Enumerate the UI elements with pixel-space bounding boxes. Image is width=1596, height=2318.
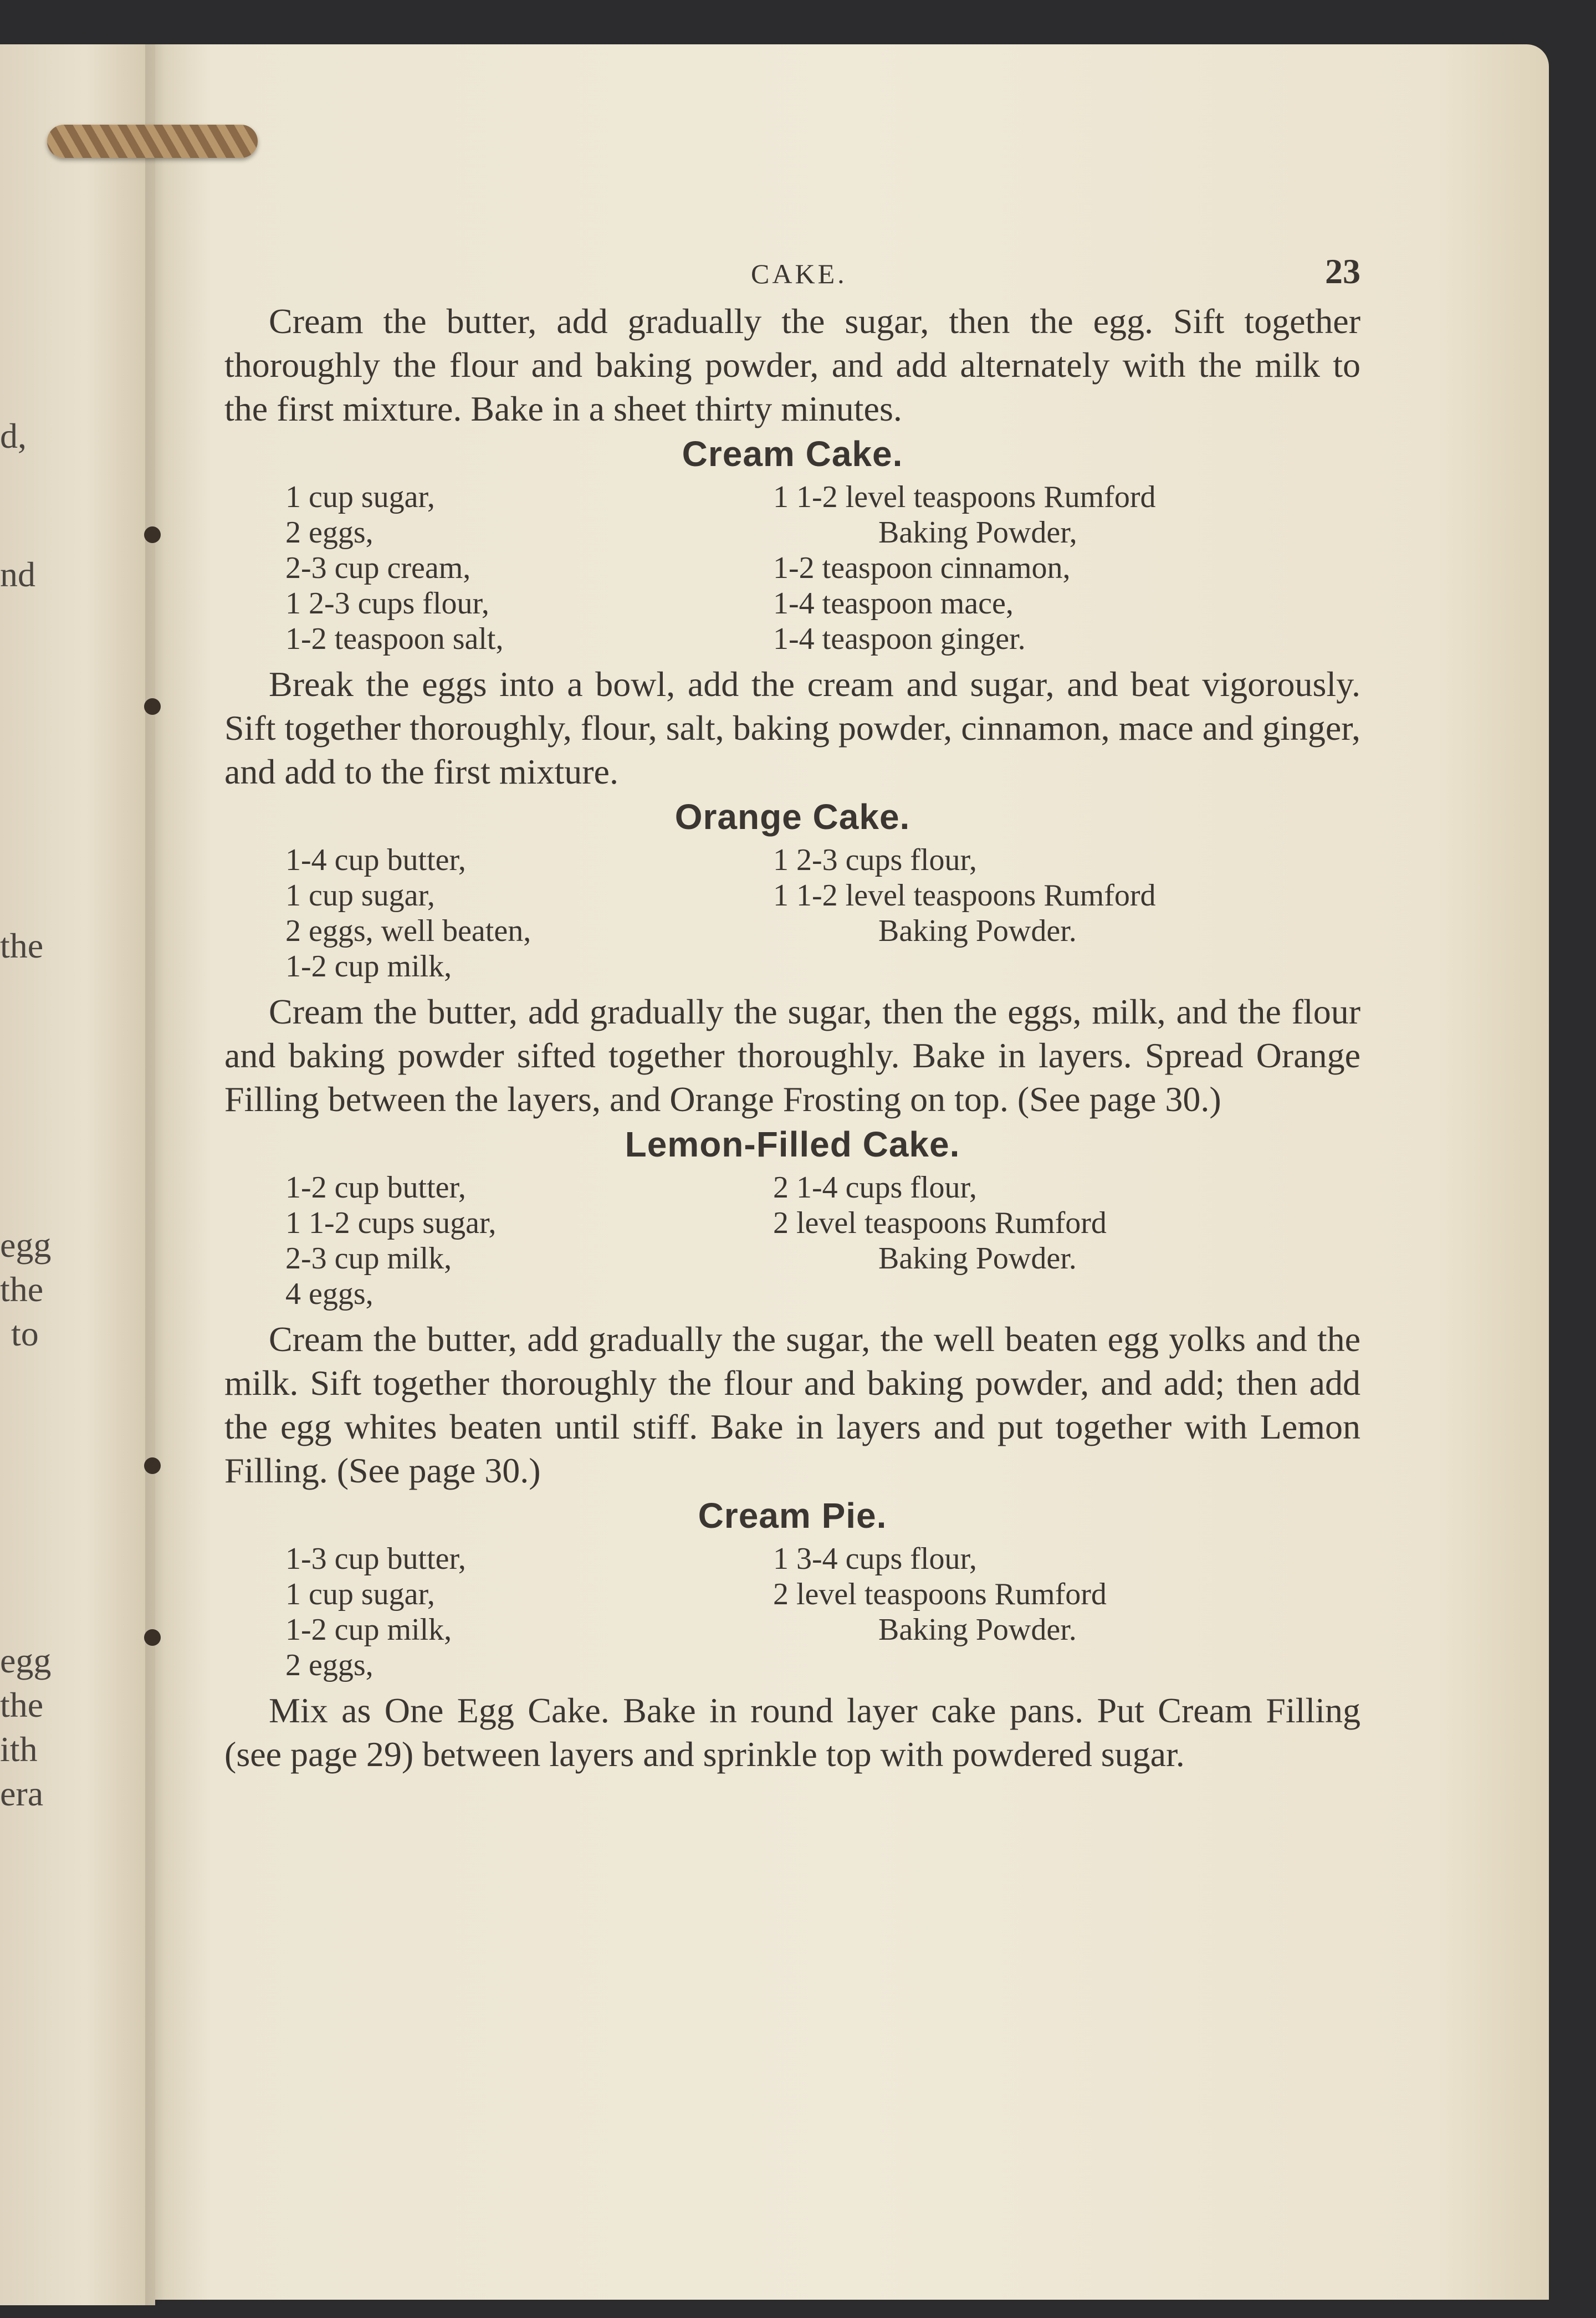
recipe-lemon-filled-cake [224, 1122, 1360, 1492]
ingredient: 4 eggs, [285, 1277, 374, 1311]
ingredient-list [285, 1541, 1360, 1683]
ingredient: 1-2 teaspoon cinnamon, [773, 551, 1071, 585]
ingredient: 1-2 cup milk, [285, 1613, 452, 1647]
left-page-fragment: era [0, 1774, 44, 1813]
recipe-method: Break the eggs into a bowl, add the cream and sugar, and beat vigorously. Sift together thoroughly, flour, salt, baking powder, cinnamon, mace and ginger, and add to the first mixture. [224, 664, 1360, 791]
recipe-title: Cream Pie. [698, 1496, 887, 1536]
recipe-method: Mix as One Egg Cake. Bake in round layer cake pans. Put Cream Filling (see page 29) between layers and sprinkle top with powdered sugar. [224, 1691, 1360, 1774]
ingredient: 1 2-3 cups flour, [773, 843, 977, 877]
recipe-method: Cream the butter, add gradually the sugar, the well beaten egg yolks and the milk. Sift together thoroughly the flour and baking powder, and add; then add the egg whites beaten until stiff. Bake in layers and put together with Lemon Filling. (See page 30.) [224, 1319, 1360, 1490]
ingredient: 1 2-3 cups flour, [285, 586, 489, 621]
ingredient: 1 cup sugar, [285, 1577, 435, 1611]
recipe-cream-pie [224, 1493, 1360, 1776]
page-header [224, 249, 1360, 299]
ingredient: 1-4 teaspoon ginger. [773, 622, 1026, 656]
ingredient: 2 eggs, [285, 1648, 374, 1682]
ingredient: 1-2 teaspoon salt, [285, 622, 504, 656]
ingredient: 1 1-2 level teaspoons Rumford [773, 480, 1156, 514]
ingredient: Baking Powder. [878, 914, 1077, 948]
page-number: 23 [1325, 252, 1360, 291]
ingredient: 1-2 cup milk, [285, 949, 452, 984]
recipe-orange-cake [224, 795, 1360, 1121]
ingredient: 2 level teaspoons Rumford [773, 1577, 1107, 1611]
left-page-fragment: to [11, 1314, 39, 1353]
ingredient: Baking Powder, [878, 515, 1077, 550]
binding-hole [144, 1629, 161, 1646]
ingredient: 1 cup sugar, [285, 480, 435, 514]
recipe-title: Orange Cake. [674, 797, 910, 837]
ingredient: 1-4 cup butter, [285, 843, 466, 877]
binding-string [47, 125, 258, 158]
ingredient-list [285, 479, 1360, 657]
ingredient: 2-3 cup cream, [285, 551, 471, 585]
left-page-fragment: d, [0, 416, 27, 456]
page-gutter [145, 44, 165, 2305]
left-page-fragment: nd [0, 555, 35, 594]
ingredient: 2-3 cup milk, [285, 1241, 452, 1276]
left-page-fragment: the [0, 1270, 44, 1309]
left-page-fragment: the [0, 1685, 44, 1725]
ingredient: 1 cup sugar, [285, 878, 435, 913]
ingredient: 2 level teaspoons Rumford [773, 1206, 1107, 1240]
left-page-fragment: ith [0, 1729, 38, 1769]
binding-hole [144, 1457, 161, 1474]
recipe-title: Cream Cake. [682, 434, 903, 474]
ingredient: 2 1-4 cups flour, [773, 1170, 977, 1205]
ingredient-list [285, 842, 1360, 984]
left-page-fragment: the [0, 926, 44, 965]
binding-hole [144, 698, 161, 715]
ingredient: 1 1-2 cups sugar, [285, 1206, 497, 1240]
left-page-fragment: egg [0, 1225, 52, 1265]
ingredient: 2 eggs, well beaten, [285, 914, 531, 948]
ingredient-list [285, 1170, 1360, 1312]
recipe-cream-cake [224, 432, 1360, 794]
recipe-method: Cream the butter, add gradually the sugar, then the eggs, milk, and the flour and baking powder sifted together thoroughly. Bake in layers. Spread Orange Filling between the layers, and Orange Frosting on top. (See page 30.) [224, 992, 1360, 1119]
ingredient: 1-4 teaspoon mace, [773, 586, 1014, 621]
ingredient: 2 eggs, [285, 515, 374, 550]
page-content [224, 249, 1360, 1776]
left-page-fragment: egg [0, 1641, 52, 1680]
ingredient: Baking Powder. [878, 1241, 1077, 1276]
intro-paragraph: Cream the butter, add gradually the sugar, then the egg. Sift together thoroughly the flour and baking powder, and add alternately with the milk to the first mixture. Bake in a sheet thirty minutes. [224, 301, 1360, 428]
running-head: CAKE. [751, 258, 847, 289]
ingredient: 1 3-4 cups flour, [773, 1542, 977, 1576]
ingredient: Baking Powder. [878, 1613, 1077, 1647]
left-page [0, 44, 155, 2305]
ingredient: 1-2 cup butter, [285, 1170, 466, 1205]
ingredient: 1-3 cup butter, [285, 1542, 466, 1576]
recipe-title: Lemon-Filled Cake. [625, 1124, 960, 1164]
ingredient: 1 1-2 level teaspoons Rumford [773, 878, 1156, 913]
binding-hole [144, 526, 161, 543]
